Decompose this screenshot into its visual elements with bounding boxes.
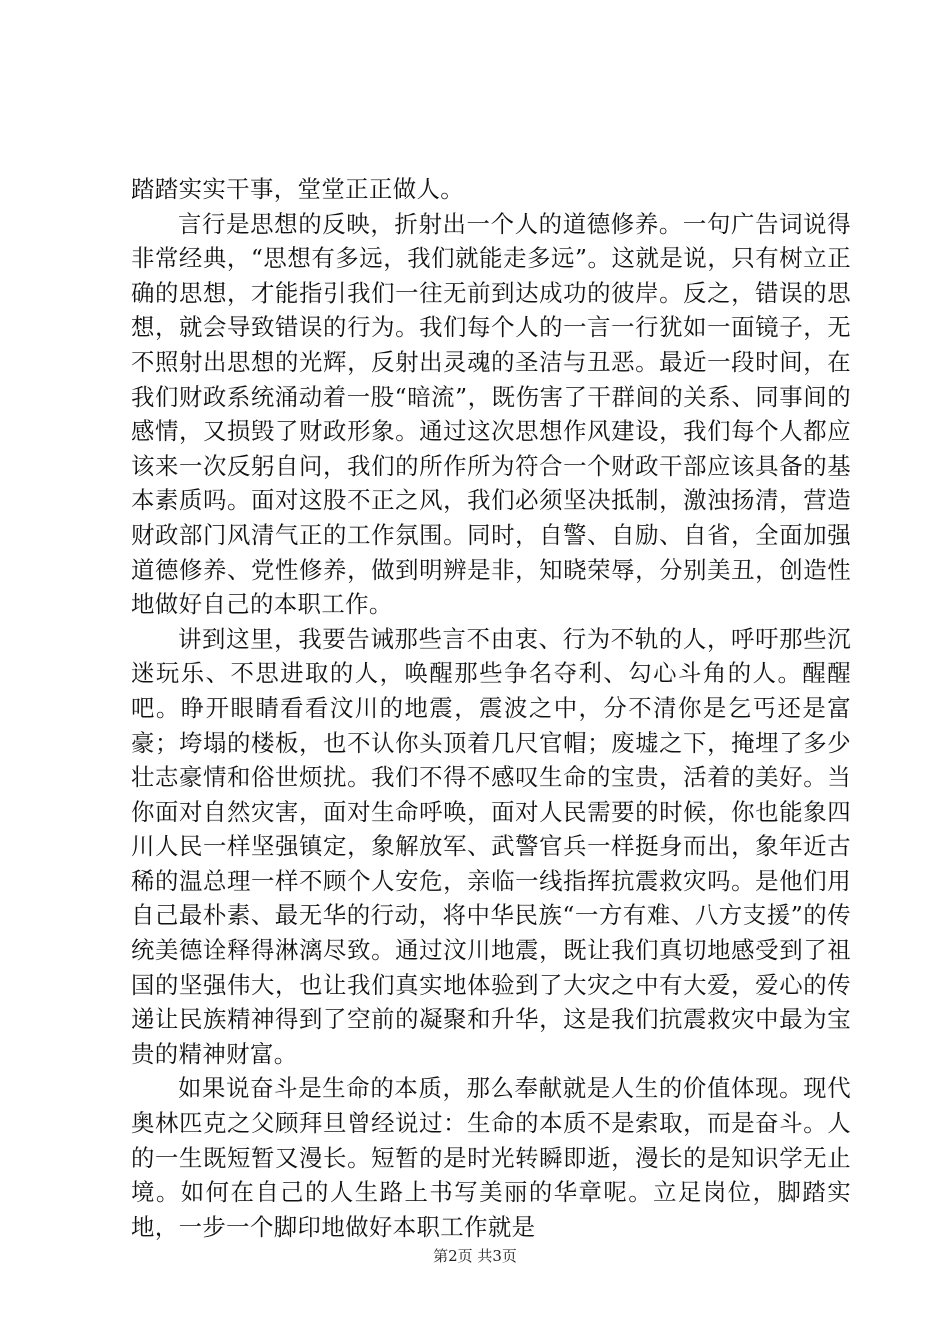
paragraph-4: 如果说奋斗是生命的本质，那么奉献就是人生的价值体现。现代奥林匹克之父顾拜旦曾经说过：生命的本质不是索取，而是奋斗。人的一生既短暂又漫长。短暂的是时光转瞬即逝，漫长的是知识学无止境。如何在自己的人生路上书写美丽的华章呢。立足岗位，脚踏实地，一步一个脚印地做好本职工作就是 (131, 1074, 851, 1241)
page-number-footer: 第2页 共3页 (433, 1247, 517, 1265)
document-body (131, 172, 851, 1244)
paragraph-2: 言行是思想的反映，折射出一个人的道德修养。一句广告词说得非常经典，“思想有多远，我们就能走多远”。这就是说，只有树立正确的思想，才能指引我们一往无前到达成功的彼岸。反之，错误的思想，就会导致错误的行为。我们每个人的一言一行犹如一面镜子，无不照射出思想的光辉，反射出灵魂的圣洁与丑恶。最近一段时间，在我们财政系统涌动着一股“暗流”，既伤害了干群间的关系、同事间的感情，又损毁了财政形象。通过这次思想作风建设，我们每个人都应该来一次反躬自问，我们的所作所为符合一个财政干部应该具备的基本素质吗。面对这股不正之风，我们必须坚决抵制，激浊扬清，营造财政部门风清气正的工作氛围。同时，自警、自励、自省，全面加强道德修养、党性修养，做到明辨是非，知晓荣辱，分别美丑，创造性地做好自己的本职工作。 (131, 209, 851, 619)
paragraph-3: 讲到这里，我要告诫那些言不由衷、行为不轨的人，呼吁那些沉迷玩乐、不思进取的人，唤醒那些争名夺利、勾心斗角的人。醒醒吧。睁开眼睛看看汶川的地震，震波之中，分不清你是乞丐还是富豪；垮塌的楼板，也不认你头顶着几尺官帽；废墟之下，掩埋了多少壮志豪情和俗世烦扰。我们不得不感叹生命的宝贵，活着的美好。当你面对自然灾害，面对生命呼唤，面对人民需要的时候，你也能象四川人民一样坚强镇定，象解放军、武警官兵一样挺身而出，象年近古稀的温总理一样不顾个人安危，亲临一线指挥抗震救灾吗。是他们用自己最朴素、最无华的行动，将中华民族“一方有难、八方支援”的传统美德诠释得淋漓尽致。通过汶川地震，既让我们真切地感受到了祖国的坚强伟大，也让我们真实地体验到了大灾之中有大爱，爱心的传递让民族精神得到了空前的凝聚和升华，这是我们抗震救灾中最为宝贵的精神财富。 (131, 624, 851, 1068)
paragraph-1: 踏踏实实干事，堂堂正正做人。 (131, 175, 465, 203)
